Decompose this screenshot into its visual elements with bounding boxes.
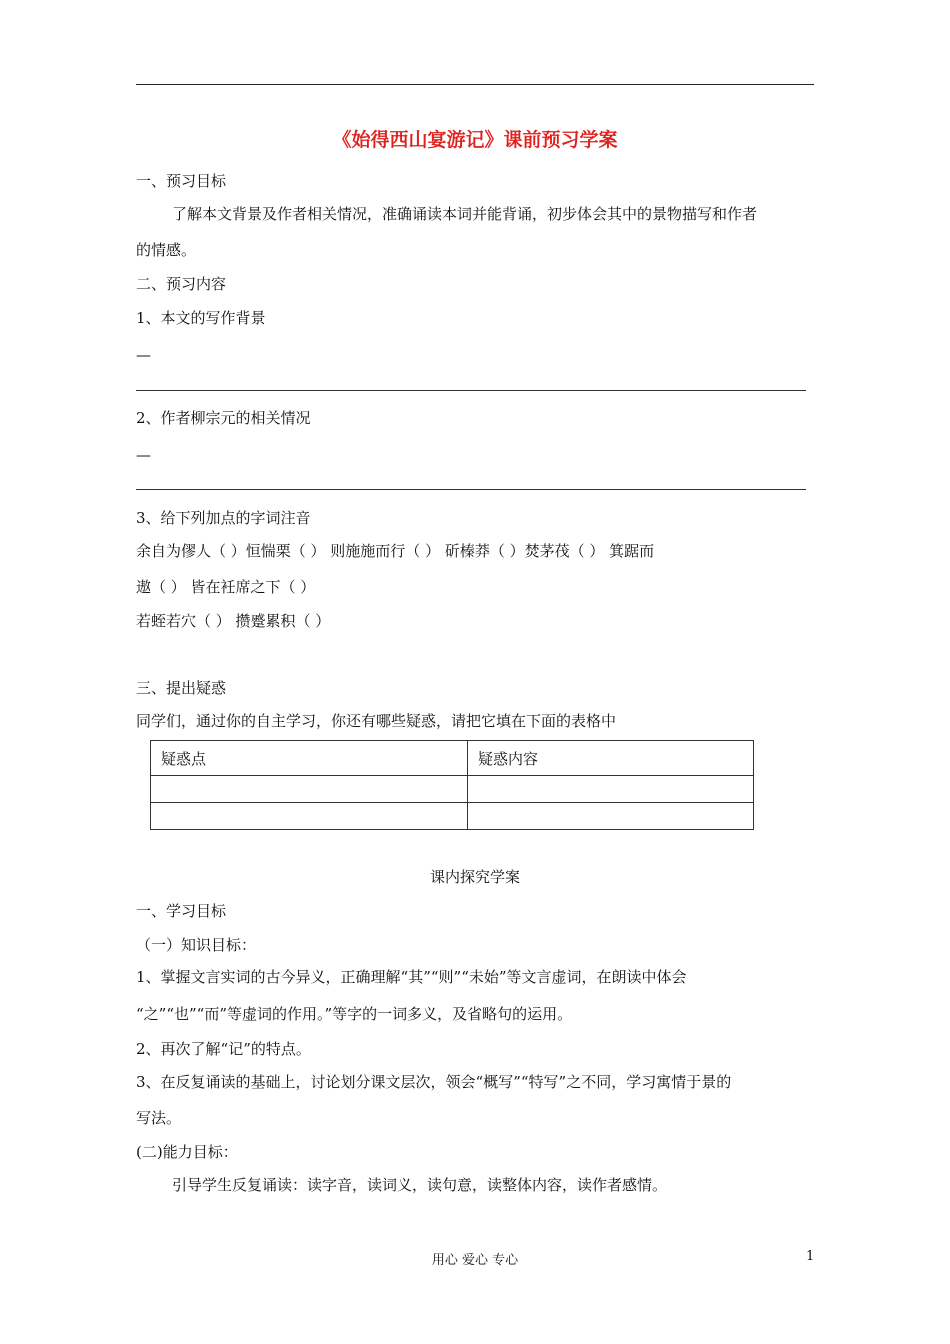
ability-goal-text: 引导学生反复诵读：读字音，读词义，读句意，读整体内容，读作者感情。	[172, 1176, 668, 1194]
table-cell[interactable]	[151, 776, 468, 803]
pinyin-line-3: 若蛭若穴（ ） 攒蹙累积（ ）	[136, 612, 331, 630]
knowledge-goal-3-cont: 写法。	[136, 1109, 182, 1127]
answer-line-2	[136, 489, 806, 490]
item-pinyin-task: 3、给下列加点的字词注音	[136, 509, 311, 527]
document-title: 《始得西山宴游记》课前预习学案	[332, 129, 618, 151]
table-header-cell: 疑惑内容	[468, 741, 754, 776]
knowledge-goal-heading: （一）知识目标：	[136, 936, 257, 954]
preview-goal-text-cont: 的情感。	[136, 241, 197, 259]
knowledge-goal-1-cont: “之”“也”“而”等虚词的作用。”等字的一词多义，及省略句的运用。	[136, 1005, 573, 1023]
table-cell[interactable]	[151, 803, 468, 830]
answer-line-1	[136, 390, 806, 391]
doubts-heading: 三、提出疑惑	[136, 679, 227, 697]
inclass-title: 课内探究学案	[429, 868, 520, 886]
pinyin-line-2: 遨（ ） 皆在衽席之下（ ）	[136, 578, 316, 596]
table-header-row	[151, 741, 754, 776]
preview-goal-text: 了解本文背景及作者相关情况，准确诵读本词并能背诵，初步体会其中的景物描写和作者	[172, 205, 758, 223]
table-header-cell: 疑惑点	[151, 741, 468, 776]
preview-content-heading: 二、预习内容	[136, 275, 227, 293]
table-cell[interactable]	[468, 803, 754, 830]
table-row	[151, 803, 754, 830]
doubts-instruction: 同学们，通过你的自主学习，你还有哪些疑惑，请把它填在下面的表格中	[136, 712, 617, 730]
header-rule	[136, 84, 814, 85]
knowledge-goal-2: 2、再次了解“记”的特点。	[136, 1040, 311, 1058]
answer-dash-1: —	[136, 346, 151, 364]
footer-motto: 用心 爱心 专心	[431, 1253, 519, 1268]
item-author-info: 2、作者柳宗元的相关情况	[136, 409, 311, 427]
table-cell[interactable]	[468, 776, 754, 803]
ability-goal-heading: (二)能力目标：	[136, 1143, 238, 1161]
learning-goal-heading: 一、学习目标	[136, 902, 227, 920]
table-row	[151, 776, 754, 803]
preview-goal-heading: 一、预习目标	[136, 172, 227, 190]
doubts-table	[150, 740, 754, 830]
knowledge-goal-3: 3、在反复诵读的基础上，讨论划分课文层次，领会“概写”“特写”之不同，学习寓情于景的	[136, 1073, 732, 1091]
pinyin-line-1: 余自为僇人（ ）恒惴栗（ ） 则施施而行（ ） 斫榛莽（ ）焚茅茷（ ） 箕踞而	[136, 542, 655, 560]
page-number: 1	[806, 1249, 815, 1264]
answer-dash-2: —	[136, 446, 151, 464]
item-writing-background: 1、本文的写作背景	[136, 309, 266, 327]
knowledge-goal-1: 1、掌握文言实词的古今异义，正确理解“其”“则”“未始”等文言虚词，在朗读中体会	[136, 968, 687, 986]
